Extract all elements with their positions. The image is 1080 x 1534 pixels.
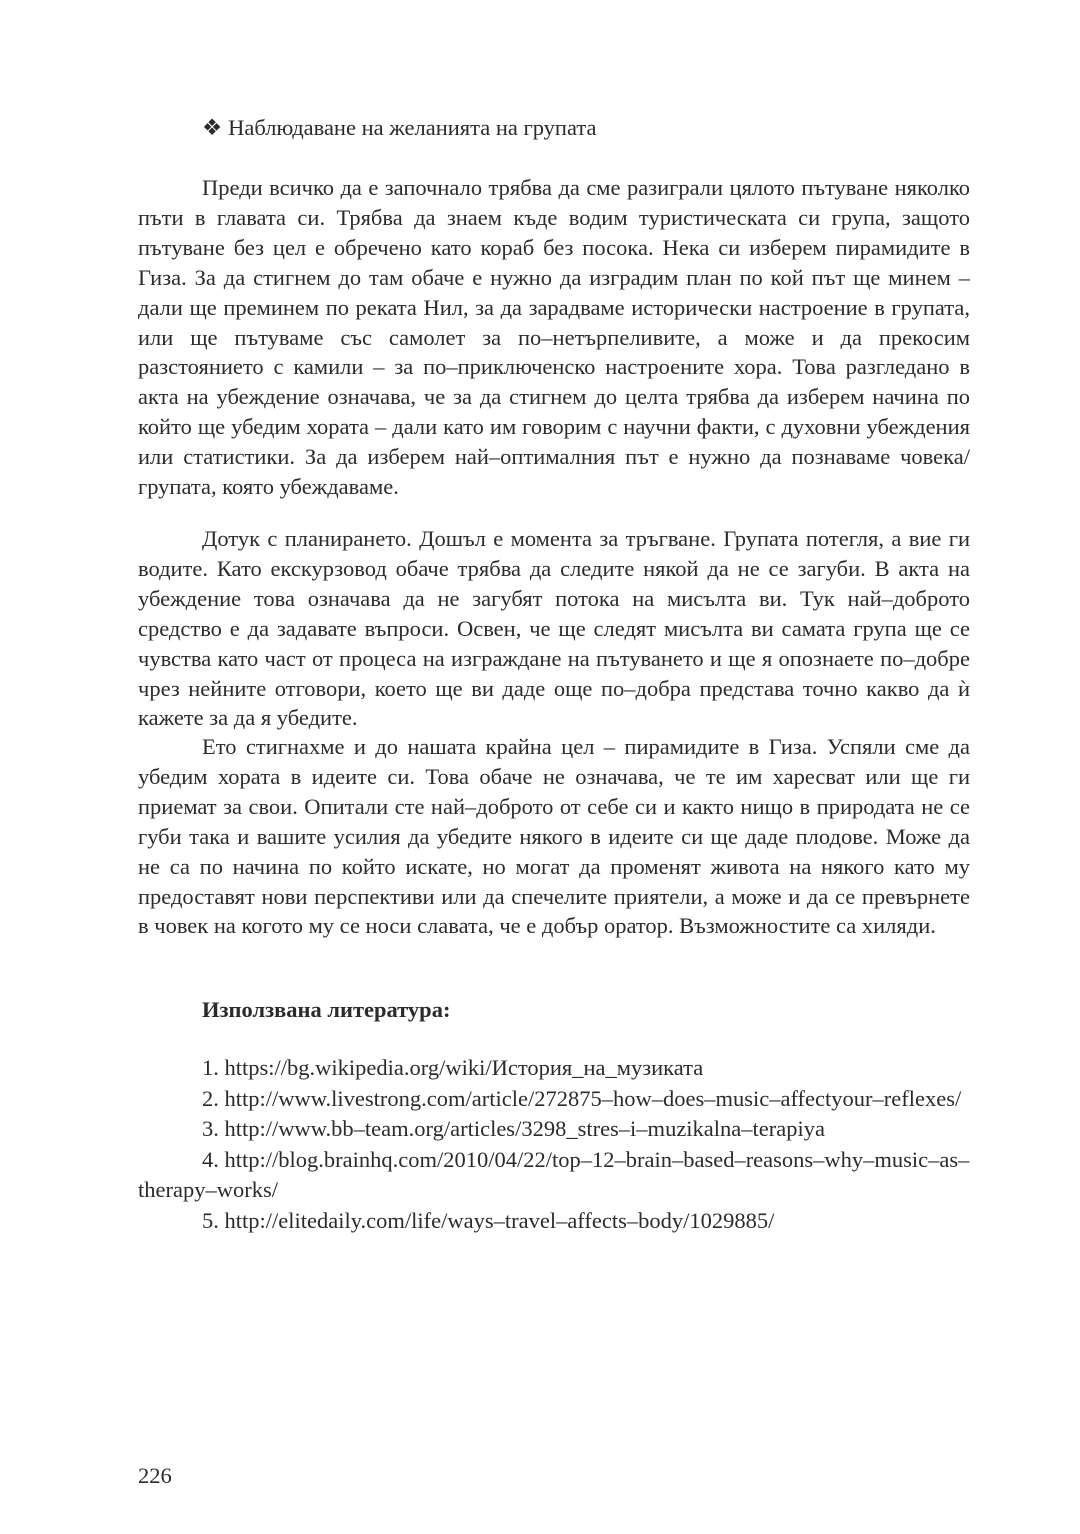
- reference-item: 2. http://www.livestrong.com/article/272875–how–does–music–affectyour–reflexes/: [202, 1085, 962, 1111]
- document-page: [138, 0, 970, 1534]
- reference-item: 3. http://www.bb–team.org/articles/3298_stres–i–muzikalna–terapiya: [202, 1116, 825, 1141]
- body-paragraph-2: Дотук с планирането. Дошъл е момента за тръгване. Групата потегля, а вие ги водите. Като екскурзовод обаче трябва да следите някой да не се загуби. В акта на убеждение това означава да не загубят потока на мисълта ви. Тук най–доброто средство е да задавате въпроси. Освен, че ще следят мисълта ви самата група ще се чувства като част от процеса на изграждане на пътуването и ще я опознаете по–добре чрез нейните отговори, което ще ви даде още по–добра представа точно какво да ѝ кажете за да я убедите.: [138, 526, 970, 731]
- page-number: 226: [138, 1463, 172, 1488]
- body-paragraph-1: Преди всичко да е започнало трябва да сме разиграли цялото пътуване няколко пъти в главата си. Трябва да знаем къде водим туристическата си група, защото пътуване без цел е обречено като кораб без посока. Нека си изберем пирамидите в Гиза. За да стигнем до там обаче е нужно да изградим план по кой път ще минем – дали ще преминем по реката Нил, за да зарадваме исторически настроение в групата, или ще пътуваме със самолет за по–нетърпеливите, а може и да прекосим разстоянието с камили – за по–приключенско настроените хора. Това разгледано в акта на убеждение означава, че за да стигнем до целта трябва да изберем начина по който ще убедим хората – дали като им говорим с научни факти, с духовни убеждения или статистики. За да изберем най–оптималния път е нужно да познаваме човека/групата, която убеждаваме.: [138, 175, 970, 500]
- references-list: [138, 1053, 970, 1236]
- body-paragraph-3: Ето стигнахме и до нашата крайна цел – пирамидите в Гиза. Успяли сме да убедим хората в идеите си. Това обаче не означава, че те им харесват или ще ги приемат за свои. Опитали сте най–доброто от себе си и както нищо в природата не се губи така и вашите усилия да убедите някого в идеите си ще даде плодове. Може да не са по начина по който искате, но могат да променят живота на някого като му предоставят нови перспективи или да спечелите приятели, а може и да се превърнете в човек на когото му се носи славата, че е добър оратор. Възможностите са хиляди.: [138, 734, 970, 939]
- reference-item: 4. http://blog.brainhq.com/2010/04/22/top–12–brain–based–reasons–why–music–as–therapy–works/: [138, 1146, 970, 1202]
- reference-item: 1. https://bg.wikipedia.org/wiki/История_на_музиката: [202, 1055, 704, 1080]
- references-heading: Използвана литература:: [202, 997, 451, 1022]
- diamond-bullet-icon: ❖: [202, 115, 223, 140]
- reference-item: 5. http://elitedaily.com/life/ways–travel–affects–body/1029885/: [202, 1207, 775, 1233]
- section-bullet: [202, 113, 596, 143]
- section-bullet-text: Наблюдаване на желанията на групата: [228, 115, 597, 140]
